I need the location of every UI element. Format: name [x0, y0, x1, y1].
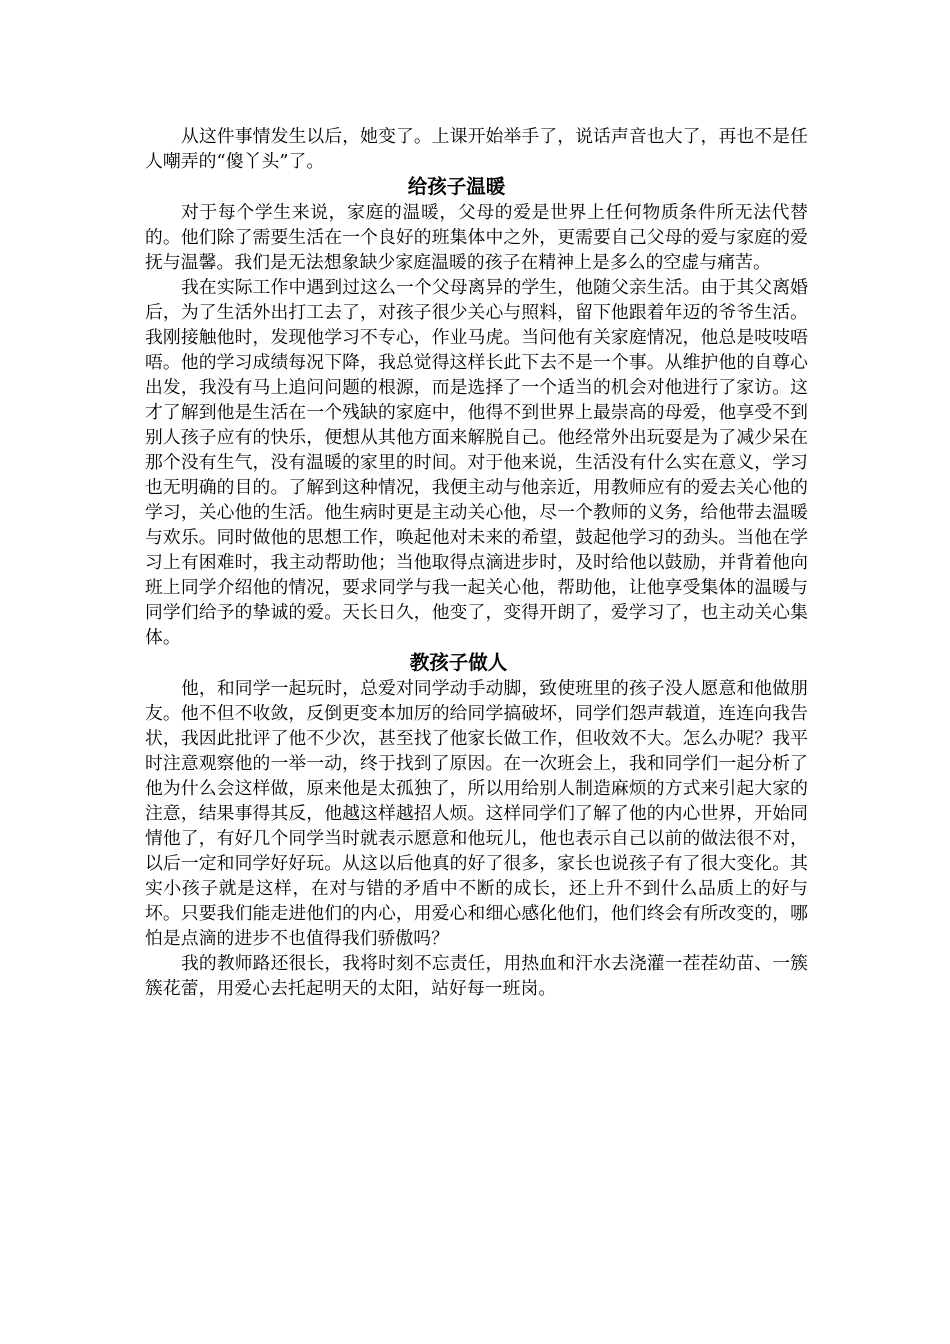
warmth-paragraph-1: 对于每个学生来说，家庭的温暖，父母的爱是世界上任何物质条件所无法代替的。他们除了需要生活在一个良好的班集体中之外，更需要自己父母的爱与家庭的爱抚与温馨。我们是无法想象缺少家庭温暖的孩子在精神上是多么的空虚与痛苦。 [145, 202, 808, 273]
closing-paragraph: 我的教师路还很长，我将时刻不忘责任，用热血和汗水去浇灌一茬茬幼苗、一簇簇花蕾，用爱心去托起明天的太阳，站好每一班岗。 [145, 953, 808, 999]
intro-paragraph: 从这件事情发生以后，她变了。上课开始举手了，说话声音也大了，再也不是任人嘲弄的“傻丫头”了。 [145, 126, 808, 172]
section-title-warmth: 给孩子温暖 [407, 175, 506, 198]
document-page [145, 124, 808, 1001]
character-paragraph-1: 他，和同学一起玩时，总爱对同学动手动脚，致使班里的孩子没人愿意和他做朋友。他不但不收敛，反倒更变本加厉的给同学搞破坏，同学们怨声载道，连连向我告状，我因此批评了他不少次，甚至找了他家长做工作，但收效不大。怎么办呢？我平时注意观察他的一举一动，终于找到了原因。在一次班会上，我和同学们一起分析了他为什么会这样做，原来他是太孤独了，所以用给别人制造麻烦的方式来引起大家的注意，结果事得其反，他越这样越招人烦。这样同学们了解了他的内心世界，开始同情他了，有好几个同学当时就表示愿意和他玩儿，他也表示自己以前的做法很不对，以后一定和同学好好玩。从这以后他真的好了很多，家长也说孩子有了很大变化。其实小孩子就是这样，在对与错的矛盾中不断的成长，还上升不到什么品质上的好与坏。只要我们能走进他们的内心，用爱心和细心感化他们，他们终会有所改变的，哪怕是点滴的进步不也值得我们骄傲吗？ [145, 678, 808, 949]
section-title-character: 教孩子做人 [409, 651, 508, 674]
warmth-paragraph-2: 我在实际工作中遇到过这么一个父母离异的学生，他随父亲生活。由于其父离婚后，为了生活外出打工去了，对孩子很少关心与照料，留下他跟着年迈的爷爷生活。我刚接触他时，发现他学习不专心，作业马虎。当问他有关家庭情况，他总是吱吱唔唔。他的学习成绩每况下降，我总觉得这样长此下去不是一个事。从维护他的自尊心出发，我没有马上追问问题的根源，而是选择了一个适当的机会对他进行了家访。这才了解到他是生活在一个残缺的家庭中，他得不到世界上最崇高的母爱，他享受不到别人孩子应有的快乐，便想从其他方面来解脱自己。他经常外出玩耍是为了减少呆在那个没有生气，没有温暖的家里的时间。对于他来说，生活没有什么实在意义，学习也无明确的目的。了解到这种情况，我便主动与他亲近，用教师应有的爱去关心他的学习，关心他的生活。他生病时更是主动关心他，尽一个教师的义务，给他带去温暖与欢乐。同时做他的思想工作，唤起他对未来的希望，鼓起他学习的劲头。当他在学习上有困难时，我主动帮助他；当他取得点滴进步时，及时给他以鼓励，并背着他向班上同学介绍他的情况，要求同学与我一起关心他，帮助他，让他享受集体的温暖与同学们给予的挚诚的爱。天长日久，他变了，变得开朗了，爱学习了，也主动关心集体。 [145, 277, 808, 648]
